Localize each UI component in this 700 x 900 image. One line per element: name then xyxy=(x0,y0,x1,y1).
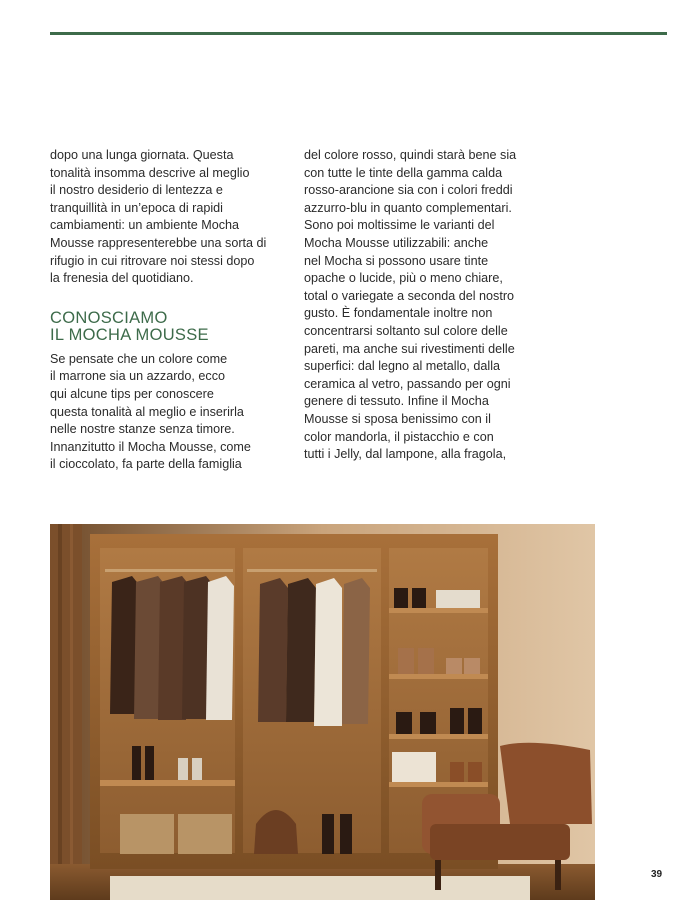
boot xyxy=(398,648,414,674)
text-line: la frenesia del quotidiano. xyxy=(50,271,194,286)
boot xyxy=(340,814,352,854)
text-line: Sono poi moltissime le varianti del xyxy=(304,218,495,233)
shoe xyxy=(446,658,462,674)
text-line: nelle nostre stanze senza timore. xyxy=(50,422,235,437)
basket xyxy=(120,814,174,854)
boot xyxy=(178,758,188,780)
shirt xyxy=(314,578,342,726)
text-line: rosso-arancione sia con i colori freddi xyxy=(304,183,513,198)
folded-sweater xyxy=(436,590,480,608)
text-line: azzurro-blu in quanto complementari. xyxy=(304,200,512,215)
boot xyxy=(322,814,334,854)
boot xyxy=(420,712,436,734)
curtain xyxy=(50,524,82,900)
text-line: dopo una lunga giornata. Questa xyxy=(50,148,234,162)
section-heading xyxy=(50,310,290,345)
text-line: qui alcune tips per conoscere xyxy=(50,386,214,401)
shelf xyxy=(389,674,488,679)
text-line: con tutte le tinte della gamma calda xyxy=(304,165,503,180)
intro-paragraph xyxy=(50,147,290,288)
text-line: questa tonalità al meglio e inserirla xyxy=(50,404,244,419)
wardrobe-illustration xyxy=(50,524,595,900)
shoe xyxy=(450,762,464,782)
text-line: Mousse si sposa benissimo con il xyxy=(304,411,491,426)
left-text-column xyxy=(50,147,290,474)
shoe xyxy=(394,588,408,608)
armchair-seat xyxy=(430,824,570,860)
text-line: nel Mocha si possono usare tinte xyxy=(304,253,489,268)
jacket xyxy=(286,578,316,722)
text-line: cambiamenti: un ambiente Mocha xyxy=(50,218,240,233)
text-line: Se pensate che un colore come xyxy=(50,351,228,366)
text-line: Mousse rappresenterebbe una sorta di xyxy=(50,235,267,250)
shelf xyxy=(389,782,488,787)
text-line: tonalità insomma descrive al meglio xyxy=(50,165,250,180)
text-line: color mandorla, il pistacchio e con xyxy=(304,429,494,444)
continued-paragraph xyxy=(304,147,544,464)
curtain-fold xyxy=(70,524,73,900)
text-line: ceramica al vetro, passando per ogni xyxy=(304,376,511,391)
hanging-rail xyxy=(105,569,233,572)
text-line: gusto. È fondamentale inoltre non xyxy=(304,306,493,321)
text-line: tranquillità in un’epoca di rapidi xyxy=(50,200,223,215)
text-line: superfici: dal legno al metallo, dalla xyxy=(304,359,501,374)
text-line: rifugio in cui ritrovare noi stessi dopo xyxy=(50,253,255,268)
rug xyxy=(110,876,530,900)
page-number: 39 xyxy=(651,869,663,880)
text-line: Innanzitutto il Mocha Mousse, come xyxy=(50,439,251,454)
boot xyxy=(132,746,141,780)
boot xyxy=(145,746,154,780)
text-line: del colore rosso, quindi starà bene sia xyxy=(304,148,517,162)
armchair-back xyxy=(500,743,592,824)
boot xyxy=(192,758,202,780)
heading-line: IL MOCHA MOUSSE xyxy=(50,326,209,345)
boot xyxy=(418,648,434,674)
armchair-leg xyxy=(435,860,441,890)
top-divider xyxy=(50,32,667,35)
shelf xyxy=(389,734,488,739)
wardrobe-photo xyxy=(50,524,595,900)
shoe xyxy=(464,658,480,674)
section-paragraph xyxy=(50,351,290,474)
text-line: genere di tessuto. Infine il Mocha xyxy=(304,394,489,409)
folded-clothes xyxy=(392,752,436,782)
text-line: pareti, ma anche sui rivestimenti delle xyxy=(304,341,515,356)
hanging-rail xyxy=(247,569,377,572)
boot xyxy=(450,708,464,734)
armchair-leg xyxy=(555,860,561,890)
shoe xyxy=(468,762,482,782)
text-line: il marrone sia un azzardo, ecco xyxy=(50,369,225,384)
basket xyxy=(178,814,232,854)
text-line: concentrarsi soltanto sul colore delle xyxy=(304,323,508,338)
shoe xyxy=(412,588,426,608)
text-line: total o variegate a seconda del nostro xyxy=(304,288,515,303)
right-text-column xyxy=(304,147,544,464)
text-line: tutti i Jelly, dal lampone, alla fragola, xyxy=(304,447,507,462)
text-line: il nostro desiderio di lentezza e xyxy=(50,183,223,198)
shelf xyxy=(100,780,235,786)
jacket xyxy=(342,578,370,724)
shelf xyxy=(389,608,488,613)
curtain-fold xyxy=(58,524,62,900)
boot xyxy=(468,708,482,734)
text-line: opache o lucide, più o meno chiare, xyxy=(304,271,503,286)
boot xyxy=(396,712,412,734)
text-line: il cioccolato, fa parte della famiglia xyxy=(50,457,242,472)
shirt xyxy=(206,576,234,720)
heading-line: CONOSCIAMO xyxy=(50,308,168,327)
jacket xyxy=(258,578,288,722)
text-line: Mocha Mousse utilizzabili: anche xyxy=(304,235,489,250)
